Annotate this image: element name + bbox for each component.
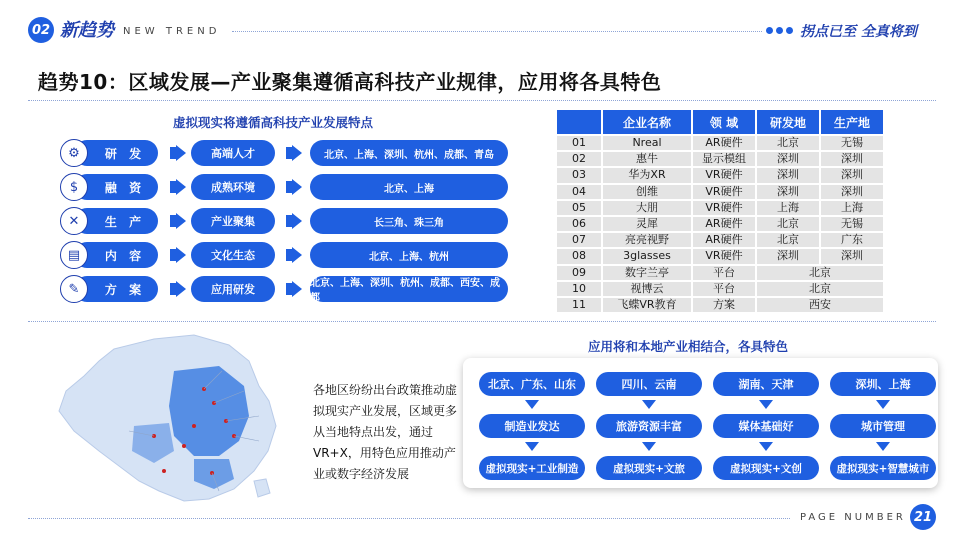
table-cell: 视博云	[603, 282, 691, 296]
table-cell: 无锡	[821, 136, 883, 150]
trend-row	[60, 139, 510, 167]
table-cell: AR硬件	[693, 233, 755, 247]
table-row	[557, 152, 883, 166]
table-row	[557, 298, 883, 312]
footer-label: PAGE NUMBER	[800, 512, 906, 523]
region-label: 深圳、上海	[830, 372, 936, 396]
table-cell: 西安	[757, 298, 883, 312]
title-divider	[28, 100, 936, 101]
header-dots	[766, 27, 793, 34]
application-panel	[463, 358, 938, 488]
table-row	[557, 217, 883, 231]
table-cell: 无锡	[821, 217, 883, 231]
china-map-image	[44, 331, 292, 509]
table-cell: 飞蝶VR教育	[603, 298, 691, 312]
row-feature: 成熟环境	[191, 174, 275, 200]
table-row	[557, 136, 883, 150]
table-cell: 北京	[757, 266, 883, 280]
down-arrow-icon	[876, 442, 890, 451]
down-arrow-icon	[525, 442, 539, 451]
table-row	[557, 185, 883, 199]
section-subtitle: NEW TREND	[123, 26, 221, 37]
row-feature: 产业聚集	[191, 208, 275, 234]
feature-label: 制造业发达	[479, 414, 585, 438]
table-cell: AR硬件	[693, 136, 755, 150]
table-cell: 数字兰亭	[603, 266, 691, 280]
document-icon: ✎	[60, 275, 88, 303]
table-cell: 广东	[821, 233, 883, 247]
arrow-icon	[292, 145, 302, 161]
table-cell: 深圳	[821, 152, 883, 166]
row-cities: 北京、上海	[310, 174, 508, 200]
table-cell: 02	[557, 152, 601, 166]
down-arrow-icon	[759, 442, 773, 451]
table-cell: 创维	[603, 185, 691, 199]
result-label: 虚拟现实+工业制造	[479, 456, 585, 480]
row-cities: 北京、上海、深圳、杭州、成都、青岛	[310, 140, 508, 166]
feature-label: 媒体基础好	[713, 414, 819, 438]
table-cell: 方案	[693, 298, 755, 312]
table-cell: 大朋	[603, 201, 691, 215]
table-cell: 北京	[757, 136, 819, 150]
page-title: 趋势10：区域发展—产业聚集遵循高科技产业规律，应用将各具特色	[38, 70, 662, 94]
region-label: 四川、云南	[596, 372, 702, 396]
arrow-icon	[176, 145, 186, 161]
table-cell: VR硬件	[693, 201, 755, 215]
row-feature: 应用研发	[191, 276, 275, 302]
table-cell: 上海	[821, 201, 883, 215]
down-arrow-icon	[642, 442, 656, 451]
table-cell: 09	[557, 266, 601, 280]
table-cell: VR硬件	[693, 249, 755, 263]
right-section-title: 应用将和本地产业相结合，各具特色	[588, 339, 789, 354]
table-cell: 深圳	[821, 185, 883, 199]
feature-label: 旅游资源丰富	[596, 414, 702, 438]
header-divider	[232, 31, 762, 32]
section-badge: 02	[28, 17, 54, 43]
table-cell: 3glasses	[603, 249, 691, 263]
region-label: 北京、广东、山东	[479, 372, 585, 396]
application-column	[713, 372, 819, 482]
arrow-icon	[292, 179, 302, 195]
table-cell: 北京	[757, 233, 819, 247]
table-header	[557, 110, 601, 134]
table-cell: 华为XR	[603, 168, 691, 182]
table-header: 生产地	[821, 110, 883, 134]
table-cell: AR硬件	[693, 217, 755, 231]
region-label: 湖南、天津	[713, 372, 819, 396]
result-label: 虚拟现实+文旅	[596, 456, 702, 480]
page-number: 21	[910, 504, 936, 530]
down-arrow-icon	[525, 400, 539, 409]
table-cell: 07	[557, 233, 601, 247]
application-column	[596, 372, 702, 482]
down-arrow-icon	[642, 400, 656, 409]
table-row	[557, 249, 883, 263]
table-cell: 上海	[757, 201, 819, 215]
row-label: 内 容	[74, 242, 158, 268]
row-cities: 长三角、珠三角	[310, 208, 508, 234]
table-cell: 06	[557, 217, 601, 231]
table-cell: 08	[557, 249, 601, 263]
table-row	[557, 168, 883, 182]
down-arrow-icon	[876, 400, 890, 409]
arrow-icon	[292, 213, 302, 229]
arrow-icon	[292, 281, 302, 297]
row-feature: 文化生态	[191, 242, 275, 268]
row-feature: 高端人才	[191, 140, 275, 166]
table-row	[557, 201, 883, 215]
row-label: 融 资	[74, 174, 158, 200]
table-cell: 深圳	[821, 249, 883, 263]
row-cities: 北京、上海、深圳、杭州、成都、西安、成都	[310, 276, 508, 302]
table-cell: 北京	[757, 282, 883, 296]
row-label: 研 发	[74, 140, 158, 166]
trend-row	[60, 275, 510, 303]
table-cell: 05	[557, 201, 601, 215]
middle-divider	[28, 321, 936, 322]
application-column	[830, 372, 936, 482]
table-cell: 灵犀	[603, 217, 691, 231]
table-cell: 深圳	[757, 185, 819, 199]
table-cell: 平台	[693, 266, 755, 280]
table-cell: 03	[557, 168, 601, 182]
tools-icon: ✕	[60, 207, 88, 235]
table-cell: Nreal	[603, 136, 691, 150]
trend-rows	[60, 139, 510, 309]
table-cell: 10	[557, 282, 601, 296]
table-cell: 深圳	[821, 168, 883, 182]
trend-row	[60, 173, 510, 201]
section-title: 新趋势	[60, 20, 114, 41]
down-arrow-icon	[759, 400, 773, 409]
table-cell: 惠牛	[603, 152, 691, 166]
footer-divider	[28, 518, 790, 519]
feature-label: 城市管理	[830, 414, 936, 438]
arrow-icon	[292, 247, 302, 263]
header-tagline: 拐点已至 全真将到	[800, 24, 917, 40]
result-label: 虚拟现实+智慧城市	[830, 456, 936, 480]
row-label: 生 产	[74, 208, 158, 234]
table-row	[557, 282, 883, 296]
description-text: 各地区纷纷出台政策推动虚拟现实产业发展，区域更多从当地特点出发，通过VR+X，用特色应用推动产业或数字经济发展	[313, 383, 458, 481]
table-cell: VR硬件	[693, 185, 755, 199]
table-header: 研发地	[757, 110, 819, 134]
table-cell: 01	[557, 136, 601, 150]
row-cities: 北京、上海、杭州	[310, 242, 508, 268]
arrow-icon	[176, 247, 186, 263]
result-label: 虚拟现实+文创	[713, 456, 819, 480]
trend-row	[60, 241, 510, 269]
table-cell: 04	[557, 185, 601, 199]
table-cell: 平台	[693, 282, 755, 296]
table-cell: 深圳	[757, 168, 819, 182]
coins-icon: $	[60, 173, 88, 201]
table-cell: 北京	[757, 217, 819, 231]
row-label: 方 案	[74, 276, 158, 302]
left-section-title: 虚拟现实将遵循高科技产业发展特点	[173, 115, 374, 130]
table-cell: VR硬件	[693, 168, 755, 182]
table-cell: 深圳	[757, 152, 819, 166]
company-table	[555, 108, 885, 314]
book-icon: ▤	[60, 241, 88, 269]
arrow-icon	[176, 281, 186, 297]
trend-row	[60, 207, 510, 235]
research-icon: ⚙	[60, 139, 88, 167]
table-cell: 11	[557, 298, 601, 312]
table-cell: 深圳	[757, 249, 819, 263]
arrow-icon	[176, 213, 186, 229]
table-row	[557, 266, 883, 280]
application-column	[479, 372, 585, 482]
table-cell: 显示模组	[693, 152, 755, 166]
table-cell: 亮亮视野	[603, 233, 691, 247]
arrow-icon	[176, 179, 186, 195]
table-row	[557, 233, 883, 247]
table-header: 企业名称	[603, 110, 691, 134]
table-header: 领 域	[693, 110, 755, 134]
